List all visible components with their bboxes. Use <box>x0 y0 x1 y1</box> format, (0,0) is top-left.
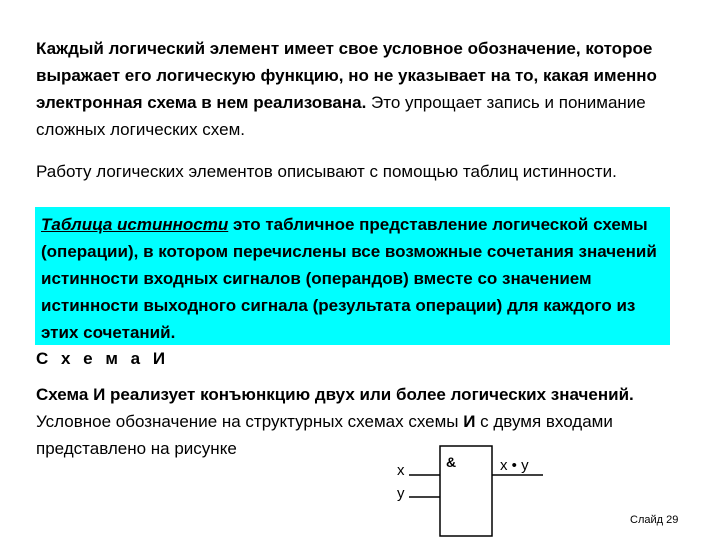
and-gate-bold-inline: И <box>463 412 476 431</box>
input-y-label: y <box>397 485 405 502</box>
intro-bold-text: Каждый логический элемент имеет свое условное обозначение, которое выражает его логическую функцию, но не указывает на то, какая именно электронная схема в нем реализована. <box>36 39 657 112</box>
and-gate-normal-text: Условное обозначение на структурных схемах схемы <box>36 412 464 431</box>
input-x-label: x <box>397 462 405 479</box>
intro-normal-text: Это упрощает запись и понимание сложных логических схем. <box>36 93 646 139</box>
and-gate-bold-text: Схема И реализует конъюнкцию двух или более логических значений. <box>36 385 634 404</box>
slide-number: Слайд 29 <box>630 514 679 526</box>
truth-table-sentence: Работу логических элементов описывают с помощью таблиц истинности. <box>36 162 617 181</box>
section-heading: С х е м а И <box>36 349 170 368</box>
intro-paragraph <box>36 35 676 143</box>
definition-term: Таблица истинности <box>41 215 229 234</box>
and-gate-diagram <box>385 440 545 540</box>
definition-box <box>35 207 670 345</box>
gate-symbol: & <box>446 454 457 470</box>
definition-text: это табличное представление логической схемы (операции), в котором перечислены все возможные сочетания значений истинности входных сигналов (операндов) вместе со значением истинности выходного сигнала (результата операции) для каждого из этих сочетаний. <box>41 215 657 342</box>
and-gate-normal-text-2: с двумя входами представлено на рисунке <box>36 412 613 458</box>
and-gate-paragraph <box>36 381 676 462</box>
output-label: x • y <box>500 457 529 474</box>
